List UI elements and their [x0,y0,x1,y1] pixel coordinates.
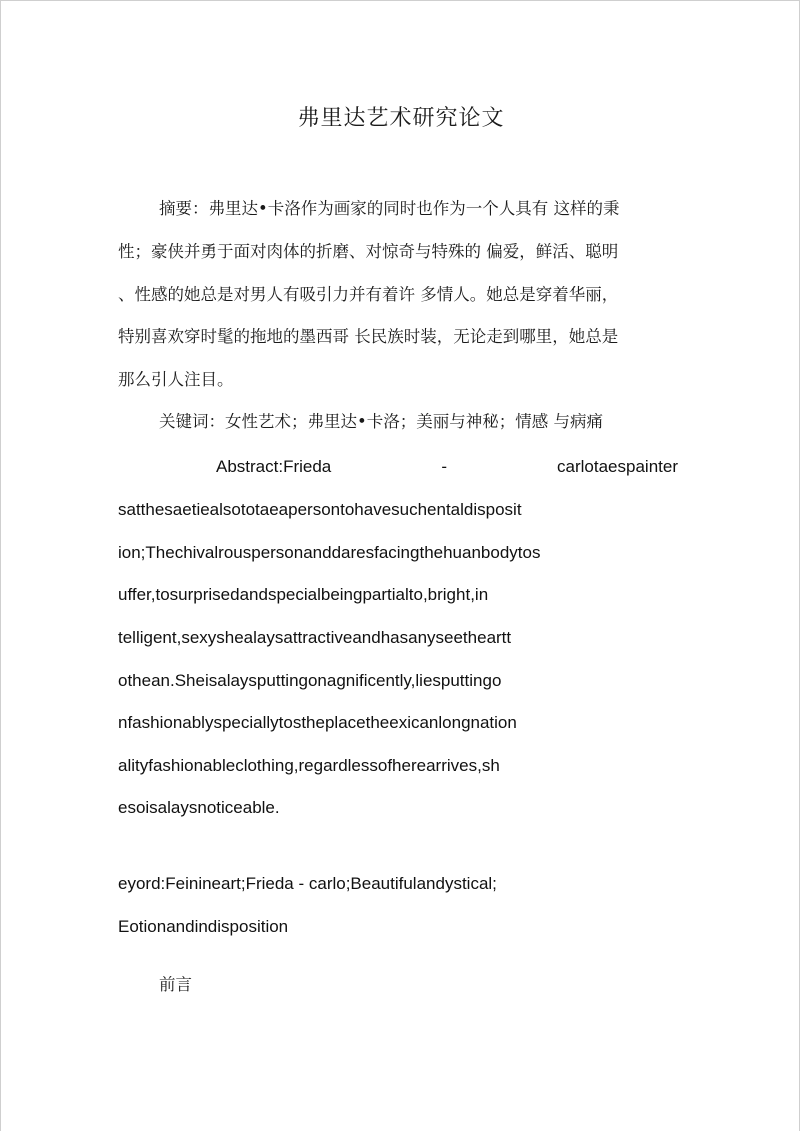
abstract-cn-line: 那么引人注目。 [118,370,234,389]
document-title: 弗里达艺术研究论文 [297,106,505,131]
abstract-en-line: nfashionablyspeciallytostheplacetheexicanlongnation [118,713,517,732]
abstract-en-first-line [216,457,678,477]
abstract-cn-line: 摘要：弗里达•卡洛作为画家的同时也作为一个人具有 这样的秉 [159,199,620,218]
keywords-en-line: eyord:Feinineart;Frieda - carlo;Beautifulandystical; [118,874,497,893]
abstract-cn-line: 性；豪侠并勇于面对肉体的折磨、对惊奇与特殊的 偏爱，鲜活、聪明 [118,242,619,261]
abstract-en-dash: - [441,457,447,476]
abstract-cn-line: 、性感的她总是对男人有吸引力并有着许 多情人。她总是穿着华丽， [118,285,619,304]
abstract-cn-line: 特别喜欢穿时髦的拖地的墨西哥 长民族时装，无论走到哪里，她总是 [118,327,619,346]
section-heading: 前言 [159,975,192,994]
abstract-en-line: othean.Sheisalaysputtingonagnificently,liesputtingo [118,671,502,690]
abstract-en-line: satthesaetiealsototaeapersontohavesuchentaldisposit [118,500,522,519]
abstract-en-line: esoisalaysnoticeable. [118,798,280,817]
abstract-en-word: carlotaespainter [557,457,678,476]
abstract-en-line: uffer,tosurprisedandspecialbeingpartialto,bright,in [118,585,489,604]
abstract-en-label: Abstract:Frieda [216,457,332,476]
abstract-en-line: alityfashionableclothing,regardlessofherearrives,sh [118,756,500,775]
abstract-en-line: ion;Thechivalrouspersonanddaresfacingthehuanbodytos [118,543,541,562]
keywords-cn: 关键词：女性艺术；弗里达•卡洛；美丽与神秘；情感 与病痛 [159,412,603,431]
abstract-en-line: telligent,sexyshealaysattractiveandhasanyseetheartt [118,628,512,647]
keywords-en-line: Eotionandindisposition [118,917,289,936]
